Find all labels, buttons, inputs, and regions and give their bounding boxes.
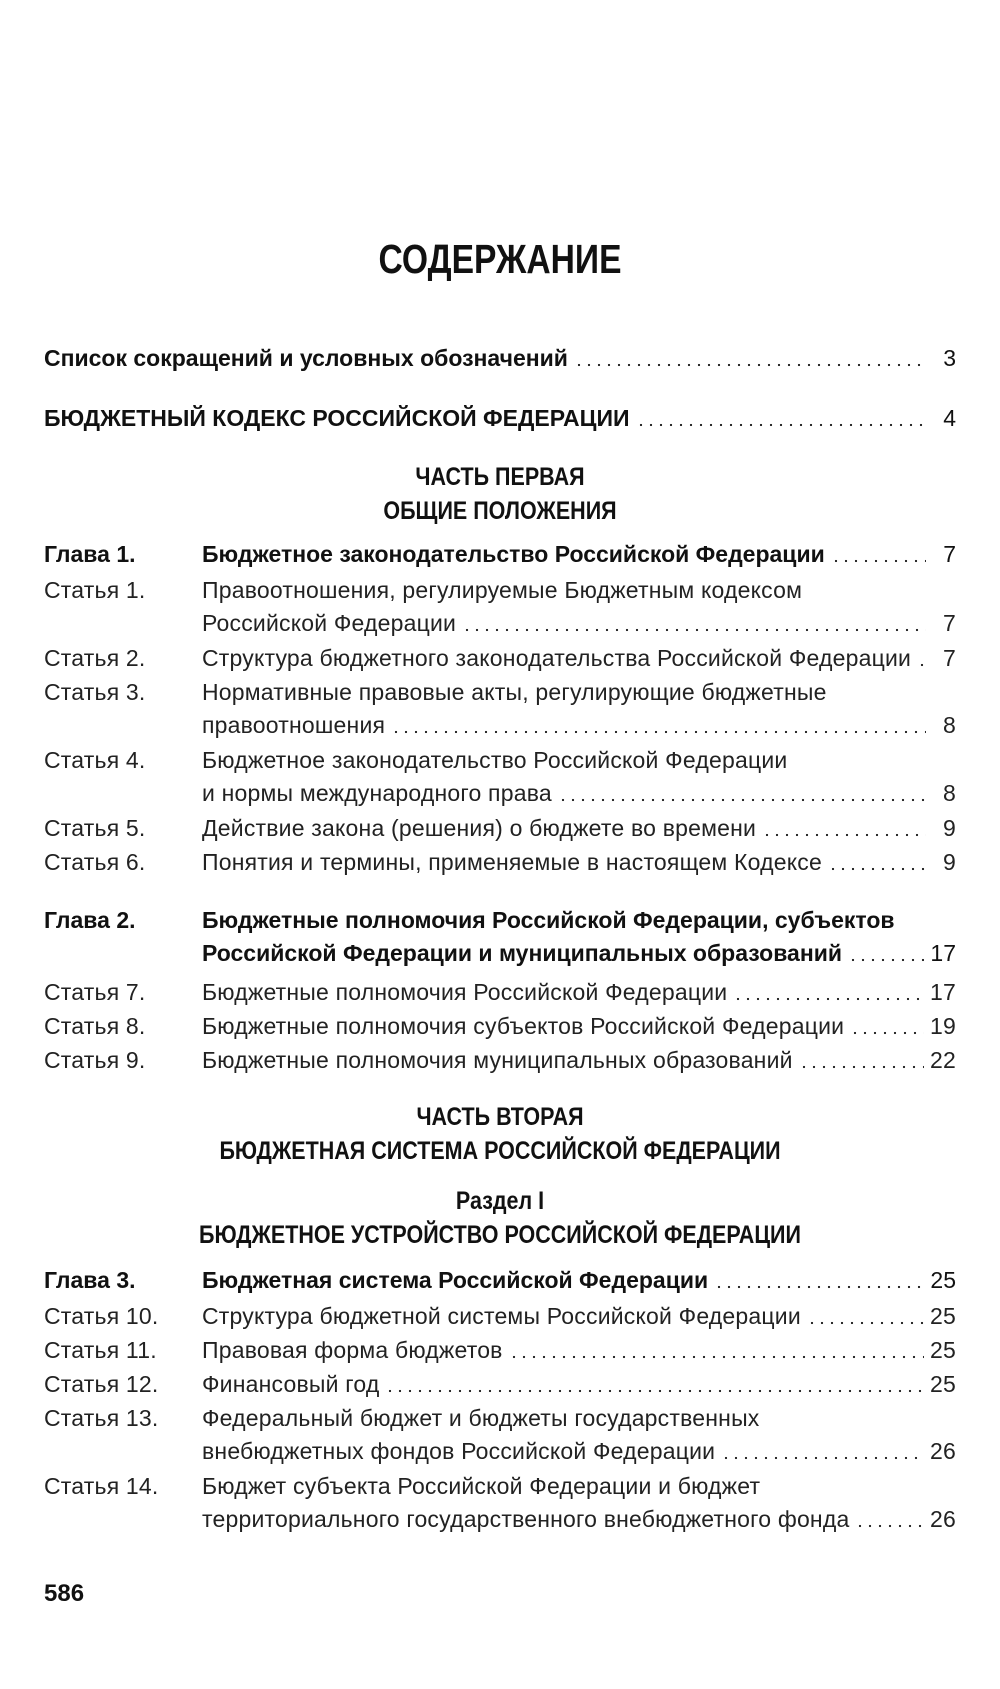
entry-page: 22 [930, 1047, 956, 1073]
entry-text: Структура бюджетной системы Российской Федерации [202, 1303, 801, 1329]
toc-entry-chapter[interactable] [44, 904, 956, 970]
entry-label: Статья 1. [44, 577, 146, 603]
leader-dots [807, 1321, 924, 1325]
entry-page: 25 [930, 1337, 956, 1363]
leader-dots [799, 1065, 924, 1069]
toc-entry-article[interactable] [44, 1368, 956, 1401]
toc-entry-article[interactable] [44, 676, 956, 742]
page-number: 586 [44, 1580, 85, 1607]
entry-text-cont: Российской Федерации и муниципальных образований [202, 940, 842, 966]
toc-entry-article[interactable] [44, 574, 956, 640]
entry-text-cont: Российской Федерации [202, 610, 457, 636]
entry-text: Правоотношения, регулируемые Бюджетным кодексом [202, 577, 803, 603]
entry-label: Статья 6. [44, 849, 146, 875]
entry-text: Понятия и термины, применяемые в настоящем Кодексе [202, 849, 822, 875]
section-heading [70, 1184, 930, 1252]
entry-text: Правовая форма бюджетов [202, 1337, 503, 1363]
toc-entry-chapter[interactable] [44, 1264, 956, 1297]
leader-dots [509, 1355, 924, 1359]
entry-page: 26 [930, 1438, 956, 1464]
toc-entry-chapter[interactable] [44, 538, 956, 571]
part-title: ОБЩИЕ ПОЛОЖЕНИЯ [383, 497, 617, 525]
entry-page: 4 [943, 405, 956, 431]
entry-text: Финансовый год [202, 1371, 380, 1397]
entry-label: Статья 7. [44, 979, 146, 1005]
entry-label: Глава 1. [44, 541, 136, 567]
entry-page: 7 [943, 541, 956, 567]
entry-text: Бюджетные полномочия муниципальных образований [202, 1047, 793, 1073]
toc-entry-article[interactable] [44, 1300, 956, 1333]
section-number: Раздел I [455, 1187, 545, 1215]
toc-entry-abbreviations[interactable] [44, 342, 956, 375]
leader-dots [848, 958, 924, 962]
entry-page: 25 [930, 1371, 956, 1397]
section-title: БЮДЖЕТНОЕ УСТРОЙСТВО РОССИЙСКОЙ ФЕДЕРАЦИИ [199, 1221, 801, 1249]
leader-dots [558, 798, 926, 802]
entry-page: 7 [943, 610, 956, 636]
toc-entry-article[interactable] [44, 1334, 956, 1367]
entry-page: 19 [930, 1013, 956, 1039]
entry-page: 25 [930, 1267, 956, 1293]
page-title: СОДЕРЖАНИЕ [378, 236, 622, 282]
leader-dots [850, 1031, 924, 1035]
part-number: ЧАСТЬ ВТОРАЯ [416, 1103, 584, 1131]
leader-dots [828, 867, 926, 871]
entry-text: Список сокращений и условных обозначений [44, 345, 568, 371]
entry-page: 7 [943, 645, 956, 671]
entry-text: Бюджетная система Российской Федерации [202, 1267, 709, 1293]
entry-text: Бюджет субъекта Российской Федерации и бюджет [202, 1473, 761, 1499]
toc-entry-article[interactable] [44, 976, 956, 1009]
entry-text: Бюджетное законодательство Российской Федерации [202, 541, 825, 567]
entry-text-cont: и нормы международного права [202, 780, 552, 806]
entry-label: Статья 8. [44, 1013, 146, 1039]
entry-page: 3 [943, 345, 956, 371]
part-number: ЧАСТЬ ПЕРВАЯ [415, 463, 585, 491]
leader-dots [714, 1285, 924, 1289]
leader-dots [855, 1524, 924, 1528]
part-heading [70, 460, 930, 528]
entry-label: Статья 2. [44, 645, 146, 671]
leader-dots [462, 628, 926, 632]
leader-dots [636, 423, 926, 427]
toc-entry-article[interactable] [44, 1402, 956, 1468]
leader-dots [385, 1389, 924, 1393]
entry-label: Статья 5. [44, 815, 146, 841]
entry-page: 17 [930, 979, 956, 1005]
leader-dots [391, 730, 926, 734]
entry-page: 26 [930, 1506, 956, 1532]
entry-text-cont: правоотношения [202, 712, 386, 738]
entry-label: Статья 11. [44, 1337, 157, 1363]
entry-text: Бюджетные полномочия Российской Федерации, субъектов [202, 907, 895, 933]
entry-page: 9 [943, 849, 956, 875]
entry-page: 17 [930, 940, 956, 966]
toc-entry-article[interactable] [44, 1044, 956, 1077]
entry-label: Статья 13. [44, 1405, 159, 1431]
entry-text: Структура бюджетного законодательства Российской Федерации [202, 645, 912, 671]
toc-entry-code[interactable] [44, 402, 956, 435]
entry-page: 9 [943, 815, 956, 841]
entry-label: Статья 9. [44, 1047, 146, 1073]
entry-text: Федеральный бюджет и бюджеты государственных [202, 1405, 760, 1431]
entry-label: Статья 14. [44, 1473, 159, 1499]
entry-text: БЮДЖЕТНЫЙ КОДЕКС РОССИЙСКОЙ ФЕДЕРАЦИИ [44, 405, 630, 431]
entry-text: Бюджетные полномочия Российской Федерации [202, 979, 728, 1005]
part-heading [70, 1100, 930, 1168]
entry-label: Статья 10. [44, 1303, 159, 1329]
leader-dots [762, 833, 926, 837]
leader-dots [917, 663, 926, 667]
entry-text: Нормативные правовые акты, регулирующие бюджетные [202, 679, 827, 705]
leader-dots [574, 363, 926, 367]
entry-label: Статья 3. [44, 679, 146, 705]
toc-entry-article[interactable] [44, 642, 956, 675]
entry-text-cont: территориального государственного внебюджетного фонда [202, 1506, 850, 1532]
entry-page: 25 [930, 1303, 956, 1329]
entry-text-cont: внебюджетных фондов Российской Федерации [202, 1438, 716, 1464]
toc-entry-article[interactable] [44, 1470, 956, 1536]
entry-label: Глава 2. [44, 907, 136, 933]
leader-dots [721, 1456, 924, 1460]
toc-entry-article[interactable] [44, 1010, 956, 1043]
entry-page: 8 [943, 780, 956, 806]
toc-entry-article[interactable] [44, 744, 956, 810]
leader-dots [831, 559, 926, 563]
entry-label: Статья 12. [44, 1371, 159, 1397]
entry-text: Действие закона (решения) о бюджете во времени [202, 815, 757, 841]
entry-text: Бюджетное законодательство Российской Федерации [202, 747, 788, 773]
entry-label: Статья 4. [44, 747, 146, 773]
part-title: БЮДЖЕТНАЯ СИСТЕМА РОССИЙСКОЙ ФЕДЕРАЦИИ [219, 1137, 781, 1165]
leader-dots [733, 997, 924, 1001]
toc-entry-article[interactable] [44, 812, 956, 845]
entry-page: 8 [943, 712, 956, 738]
entry-text: Бюджетные полномочия субъектов Российской Федерации [202, 1013, 845, 1039]
toc-entry-article[interactable] [44, 846, 956, 879]
entry-label: Глава 3. [44, 1267, 136, 1293]
